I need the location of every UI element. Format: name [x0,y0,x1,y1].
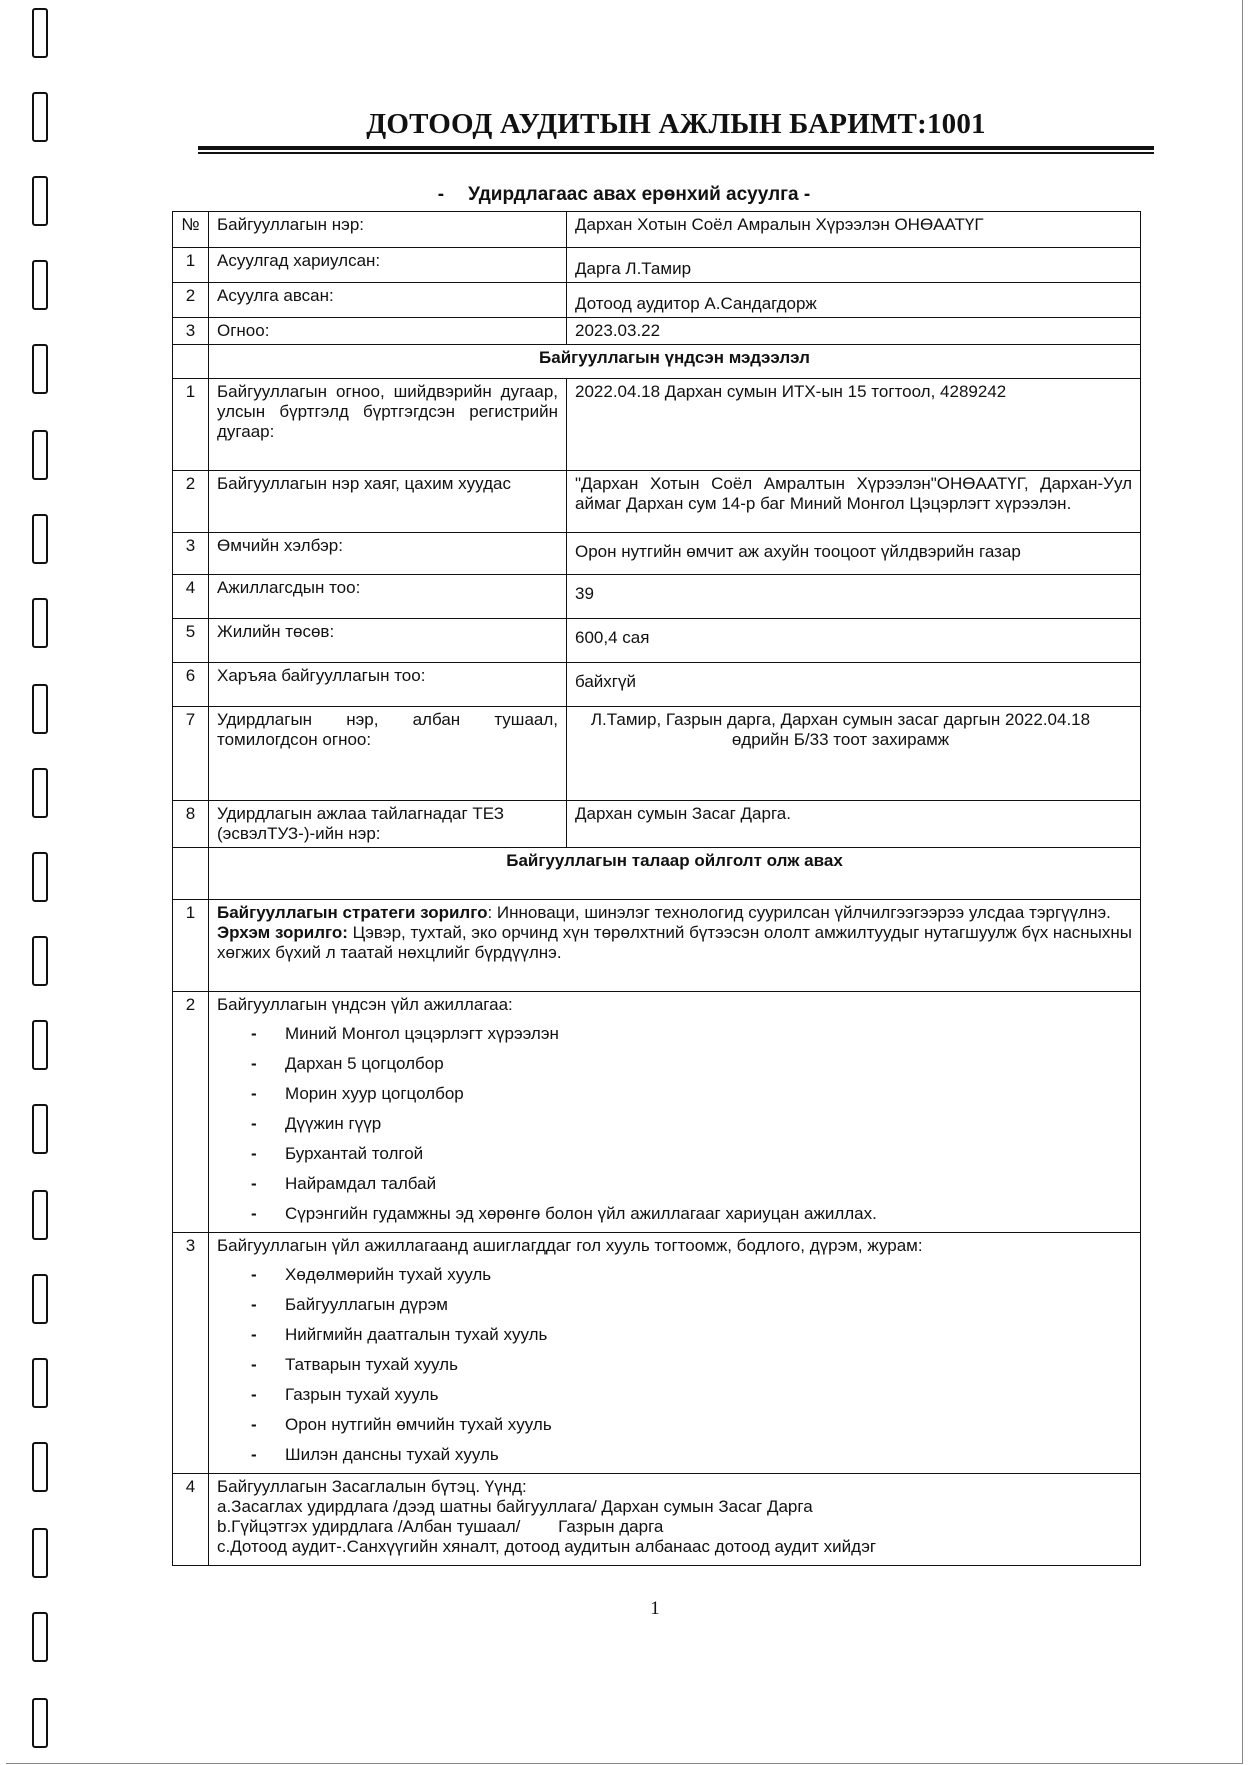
title-rule [198,146,1154,150]
subtitle-dash: - [437,184,445,205]
binder-hole-icon [32,92,48,142]
row-value: Дарга Л.Тамир [567,248,1141,283]
list-item: - Орон нутгийн өмчийн тухай хууль [251,1415,552,1434]
activities-list [217,1019,1132,1229]
table-row [173,707,1141,801]
table-row [173,900,1141,992]
table-row [173,1233,1141,1474]
row-number: 3 [173,318,209,345]
page-number: 1 [650,1598,660,1619]
list-item: - Газрын тухай хууль [251,1385,439,1404]
binder-hole-icon [32,1442,48,1492]
row-value: "Дархан Хотын Соёл Амралтын Хүрээлэн"ОНӨААТҮГ, Дархан-Уул аймаг Дархан сум 14-р баг Миний Монгол Цэцэрлэгт хүрээлэн. [567,471,1141,533]
table-row [173,1474,1141,1566]
list-item: - Байгууллагын дүрэм [251,1295,448,1314]
table-row [173,992,1141,1233]
mission-text: Цэвэр, тухтай, эко орчинд хүн төрөлхтний бүтээсэн ололт амжилтуудыг нутагшуулж бүх насныхны хөгжих бүхий л таатай нөхцлийг бүрдүүлнэ. [217,923,1132,962]
table-row [173,663,1141,707]
questionnaire-table [172,211,1141,1566]
binder-hole-icon [32,1358,48,1408]
row-value: 600,4 сая [567,619,1141,663]
list-item: - Морин хуур цогцолбор [251,1084,464,1103]
row-value: Л.Тамир, Газрын дарга, Дархан сумын засаг даргын 2022.04.18 өдрийн Б/33 тоот захирамж [567,707,1141,801]
subtitle-text: Удирдлагаас авах ерөнхий асуулга - [468,184,811,205]
row-number: 1 [173,248,209,283]
section-header-row [173,345,1141,379]
table-row [173,283,1141,318]
list-item: - Хөдөлмөрийн тухай хууль [251,1265,492,1284]
row-number: 2 [173,992,209,1233]
governance-line: b.Гүйцэтгэх удирдлага /Албан тушаал/ Газрын дарга [217,1517,664,1536]
row-number: 2 [173,471,209,533]
binder-hole-icon [32,852,48,902]
binder-hole-icon [32,8,48,58]
row-label: Удирдлагын ажлаа тайлагнадаг ТЕЗ (эсвэлТУЗ-)-ийн нэр: [209,801,567,848]
list-item: - Шилэн дансны тухай хууль [251,1445,499,1464]
list-item: - Найрамдал талбай [251,1174,437,1193]
laws-cell [209,1233,1141,1474]
binder-hole-icon [32,598,48,648]
row-label: Жилийн төсөв: [209,619,567,663]
row-label: Асуулга авсан: [209,283,567,318]
document-title: ДОТООД АУДИТЫН АЖЛЫН БАРИМТ:1001 [366,108,986,140]
row-label: Харъяа байгууллагын тоо: [209,663,567,707]
strategy-label: Байгууллагын стратеги зорилго [217,903,488,922]
table-row [173,318,1141,345]
binder-hole-icon [32,684,48,734]
row-number: 4 [173,575,209,619]
activities-heading: Байгууллагын үндсэн үйл ажиллагаа: [217,995,513,1014]
binder-hole-icon [32,1698,48,1748]
table-row [173,575,1141,619]
list-item: - Миний Монгол цэцэрлэгт хүрээлэн [251,1024,559,1043]
governance-line: Байгууллагын Засаглалын бүтэц. Үүнд: [217,1477,527,1496]
table-row [173,533,1141,575]
row-number: 5 [173,619,209,663]
binder-holes [32,0,52,1765]
mission-label: Эрхэм зорилго: [217,923,348,942]
row-number: 1 [173,900,209,992]
binder-hole-icon [32,768,48,818]
strategy-text: : Инноваци, шинэлэг технологид суурилсан үйлчилгээгээрээ улсдаа тэргүүлнэ. [487,903,1111,922]
section-header-row [173,848,1141,900]
row-value: 2022.04.18 Дархан сумын ИТХ-ын 15 тогтоол, 4289242 [567,379,1141,471]
row-number: № [173,212,209,248]
table-row [173,619,1141,663]
row-number: 8 [173,801,209,848]
row-number: 1 [173,379,209,471]
row-number: 3 [173,1233,209,1474]
binder-hole-icon [32,514,48,564]
row-value: Дархан Хотын Соёл Амралын Хүрээлэн ОНӨААТҮГ [567,212,1141,248]
binder-hole-icon [32,260,48,310]
row-value: байхгүй [567,663,1141,707]
binder-hole-icon [32,1274,48,1324]
section-title: Байгууллагын талаар ойлголт олж авах [209,848,1141,900]
row-label: Асуулгад хариулсан: [209,248,567,283]
binder-hole-icon [32,1104,48,1154]
row-number: 7 [173,707,209,801]
binder-hole-icon [32,1020,48,1070]
subtitle [0,184,1248,206]
table-row [173,379,1141,471]
section-title: Байгууллагын үндсэн мэдээлэл [209,345,1141,379]
table-row [173,212,1141,248]
row-number: 4 [173,1474,209,1566]
list-item: - Дүүжин гүүр [251,1114,382,1133]
row-label: Удирдлагын нэр, албан тушаал, томилогдсон огноо: [209,707,567,801]
activities-cell [209,992,1141,1233]
row-value: Дархан сумын Засаг Дарга. [567,801,1141,848]
laws-heading: Байгууллагын үйл ажиллагаанд ашиглагддаг гол хууль тогтоомж, бодлого, дүрэм, журам: [217,1236,923,1255]
title-rule-thin [198,152,1154,154]
row-label: Ажиллагсдын тоо: [209,575,567,619]
list-item: - Дархан 5 цогцолбор [251,1054,444,1073]
row-label: Байгууллагын нэр хаяг, цахим хуудас [209,471,567,533]
row-number: 3 [173,533,209,575]
row-value: 2023.03.22 [567,318,1141,345]
strategy-cell [209,900,1141,992]
list-item: - Бурхантай толгой [251,1144,424,1163]
list-item: - Сүрэнгийн гудамжны эд хөрөнгө болон үйл ажиллагааг хариуцан ажиллах. [251,1204,877,1223]
row-value: Орон нутгийн өмчит аж ахуйн тооцоот үйлдвэрийн газар [567,533,1141,575]
row-label: Огноо: [209,318,567,345]
binder-hole-icon [32,1528,48,1578]
laws-list [217,1260,1132,1470]
binder-hole-icon [32,344,48,394]
binder-hole-icon [32,1190,48,1240]
row-label: Өмчийн хэлбэр: [209,533,567,575]
row-number: 2 [173,283,209,318]
binder-hole-icon [32,936,48,986]
table-row [173,248,1141,283]
list-item: - Нийгмийн даатгалын тухай хууль [251,1325,548,1344]
governance-cell [209,1474,1141,1566]
list-item: - Татварын тухай хууль [251,1355,458,1374]
row-value: 39 [567,575,1141,619]
table-row [173,471,1141,533]
governance-line: c.Дотоод аудит-.Санхүүгийн хяналт, дотоод аудитын албанаас дотоод аудит хийдэг [217,1537,877,1556]
row-value: Дотоод аудитор А.Сандагдорж [567,283,1141,318]
governance-line: a.Засаглах удирдлага /дээд шатны байгууллага/ Дархан сумын Засаг Дарга [217,1497,813,1516]
row-label: Байгууллагын огноо, шийдвэрийн дугаар, улсын бүртгэлд бүртгэгдсэн регистрийн дугаар: [209,379,567,471]
row-number: 6 [173,663,209,707]
table-row [173,801,1141,848]
row-label: Байгууллагын нэр: [209,212,567,248]
binder-hole-icon [32,430,48,480]
